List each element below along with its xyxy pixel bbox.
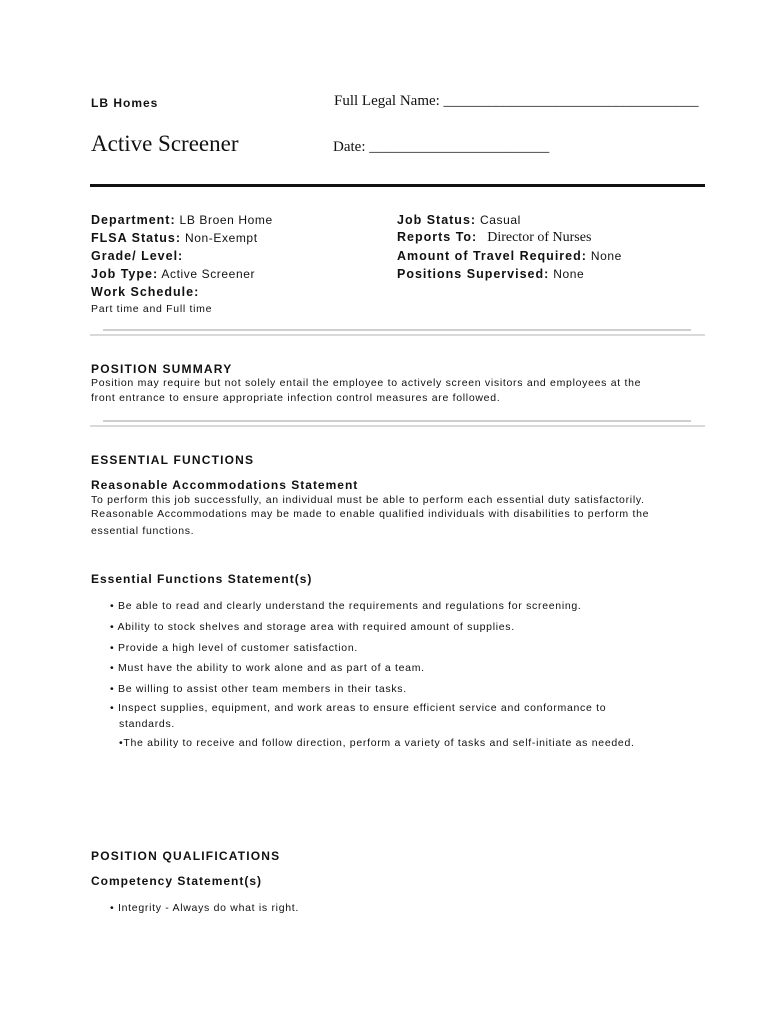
detail-flsa-status: FLSA Status: Non-Exempt: [91, 231, 258, 245]
functions-statement-heading: Essential Functions Statement(s): [91, 572, 313, 586]
detail-department: Department: LB Broen Home: [91, 213, 273, 227]
detail-positions-supervised: Positions Supervised: None: [397, 267, 585, 281]
list-item: • Be willing to assist other team members in their tasks.: [110, 683, 407, 695]
list-item: •The ability to receive and follow direction, perform a variety of tasks and self-initiate as needed.: [119, 737, 635, 749]
bullet-icon: •: [110, 621, 115, 633]
list-item: • Be able to read and clearly understand the requirements and regulations for screening.: [110, 600, 582, 612]
document-title: Active Screener: [91, 131, 239, 156]
bullet-icon: •: [110, 662, 115, 674]
work-schedule-value: Part time and Full time: [91, 303, 213, 315]
list-item-continuation: standards.: [119, 718, 176, 730]
accommodations-line: To perform this job successfully, an individual must be able to perform each essential duty satisfactorily.: [91, 494, 645, 506]
detail-work-schedule: Work Schedule:: [91, 285, 200, 299]
competency-heading: Competency Statement(s): [91, 874, 263, 888]
detail-grade-level: Grade/ Level:: [91, 249, 184, 263]
bullet-icon: •: [110, 702, 115, 714]
summary-line: front entrance to ensure appropriate infection control measures are followed.: [91, 392, 501, 404]
bullet-icon: •: [110, 683, 115, 695]
detail-job-type: Job Type: Active Screener: [91, 267, 256, 281]
list-item: • Inspect supplies, equipment, and work areas to ensure efficient service and conformance to: [110, 702, 607, 714]
accommodations-line: essential functions.: [91, 525, 195, 537]
list-item: • Integrity - Always do what is right.: [110, 902, 300, 914]
date-field: Date: ________________________: [333, 139, 550, 155]
detail-job-status: Job Status: Casual: [397, 213, 521, 227]
summary-heading: POSITION SUMMARY: [91, 362, 233, 376]
bullet-icon: •: [110, 600, 115, 612]
list-item: • Ability to stock shelves and storage area with required amount of supplies.: [110, 621, 515, 633]
legal-name-field: Full Legal Name: __________________________________: [334, 93, 699, 109]
summary-line: Position may require but not solely entail the employee to actively screen visitors and employees at the: [91, 377, 642, 389]
company-name: LB Homes: [91, 96, 159, 110]
accommodations-heading: Reasonable Accommodations Statement: [91, 478, 359, 492]
essential-functions-heading: ESSENTIAL FUNCTIONS: [91, 453, 255, 467]
qualifications-heading: POSITION QUALIFICATIONS: [91, 849, 281, 863]
detail-reports-to: Reports To: Director of Nurses: [397, 230, 592, 245]
bullet-icon: •: [110, 642, 115, 654]
detail-travel-required: Amount of Travel Required: None: [397, 249, 622, 263]
accommodations-line: Reasonable Accommodations may be made to enable qualified individuals with disabilities to perform the: [91, 508, 650, 520]
list-item: • Provide a high level of customer satisfaction.: [110, 642, 358, 654]
header-rule: [90, 184, 705, 187]
list-item: • Must have the ability to work alone and as part of a team.: [110, 662, 425, 674]
bullet-icon: •: [110, 902, 115, 914]
